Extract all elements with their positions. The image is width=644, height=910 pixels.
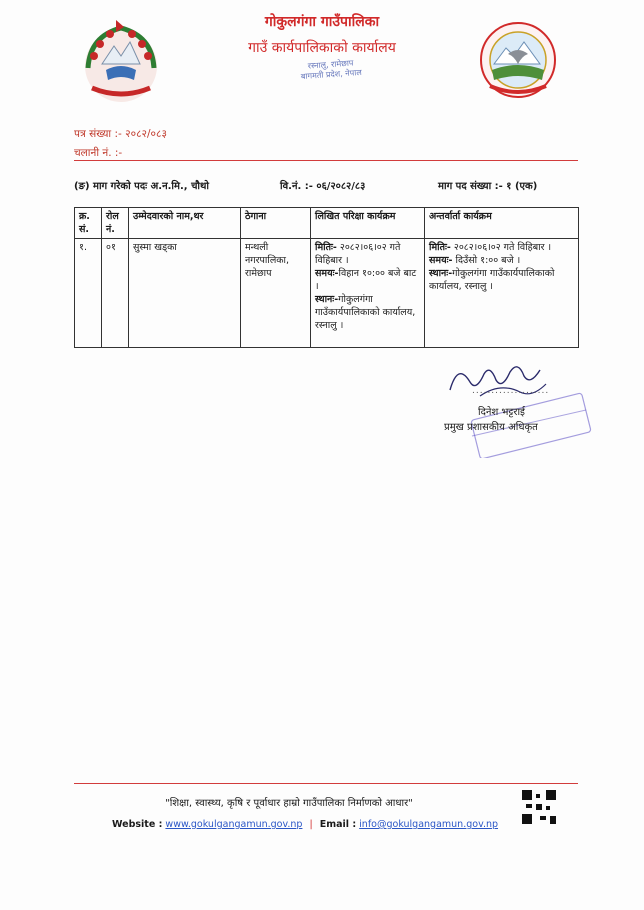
footer-contact (112, 819, 498, 830)
notice-number: वि.नं. :- ०६/२०८२/८३ (280, 181, 366, 192)
office-name: गाउँ कार्यपालिकाको कार्यालय (248, 40, 396, 56)
written-time: विहान १०:०० बजे बाट । (315, 268, 417, 292)
address-line: रामेछाप (245, 268, 272, 279)
demand-count: माग पद संख्या :- १ (एक) (438, 181, 538, 192)
col-header-sn: क्र. सं. (75, 208, 102, 239)
col-header-written-exam: लिखित परिक्षा कार्यक्रम (311, 208, 425, 239)
interview-place-label: स्थानः- (429, 268, 453, 279)
email-link[interactable]: info@gokulgangamun.gov.np (359, 819, 499, 830)
header-divider (74, 160, 578, 161)
table-header-row (75, 208, 579, 239)
interview-time: दिउँसो १:०० बजे । (455, 255, 521, 266)
interview-time-label: समयः- (429, 255, 453, 266)
post-info-row (74, 178, 578, 194)
cell-name: सुस्मा खड्का (129, 239, 241, 348)
col-header-address: ठेगाना (241, 208, 311, 239)
cell-roll: ०१ (102, 239, 129, 348)
website-link[interactable]: www.gokulgangamun.gov.np (165, 819, 303, 830)
written-date-label: मितिः- (315, 242, 337, 253)
written-place-label: स्थानः- (315, 294, 339, 305)
col-header-name: उम्मेदवारको नाम,थर (129, 208, 241, 239)
municipality-logo-icon (478, 20, 558, 100)
signatory-name: दिनेश भट्टराई (478, 407, 525, 418)
interview-date-label: मितिः- (429, 242, 451, 253)
website-label: Website : (112, 819, 163, 830)
schedule-table (74, 207, 579, 348)
email-label: Email : (319, 819, 357, 830)
qr-code-icon (522, 790, 556, 824)
letter-number: पत्र संख्या :- २०८२/०८३ (74, 128, 167, 140)
written-time-label: समयः- (315, 268, 339, 279)
stamp-line: बागमती प्रदेश, नेपाल (300, 67, 363, 82)
interview-place: गोकुलगंगा गाउँकार्यपालिकाको कार्यालय, रस्नालु । (429, 268, 555, 292)
address-line: मन्थली नगरपालिका, (245, 242, 290, 266)
signatory-title: प्रमुख प्रशासकीय अधिकृत (444, 422, 538, 433)
cell-address (241, 239, 311, 348)
written-date: २०८२।०६।०२ गते विहिबार । (315, 242, 401, 266)
interview-date: २०८२।०६।०२ गते विहिबार । (453, 242, 552, 253)
col-header-roll: रोल नं. (102, 208, 129, 239)
signature-line: .................... (472, 386, 550, 396)
written-place: गोकुलगंगा गाउँकार्यपालिकाको कार्यालय, रस्नालु । (315, 294, 416, 331)
cell-written-exam (311, 239, 425, 348)
footer-divider (74, 783, 578, 784)
dispatch-number: चलानी नं. :- (74, 147, 123, 159)
col-header-interview: अन्तर्वार्ता कार्यक्रम (425, 208, 579, 239)
cell-interview (425, 239, 579, 348)
footer-motto: "शिक्षा, स्वास्थ्य, कृषि र पूर्वाधार हाम्रो गाउँपालिका निर्माणको आधार" (165, 798, 413, 809)
stamp-line: रस्नालु, रामेछाप (307, 58, 354, 71)
municipality-name: गोकुलगंगा गाउँपालिका (264, 14, 380, 30)
table-row (75, 239, 579, 348)
cell-sn: १. (75, 239, 102, 348)
separator: | (309, 819, 313, 830)
post-title: (ङ) माग गरेको पदः अ.न.मि., चौथो (74, 181, 209, 192)
